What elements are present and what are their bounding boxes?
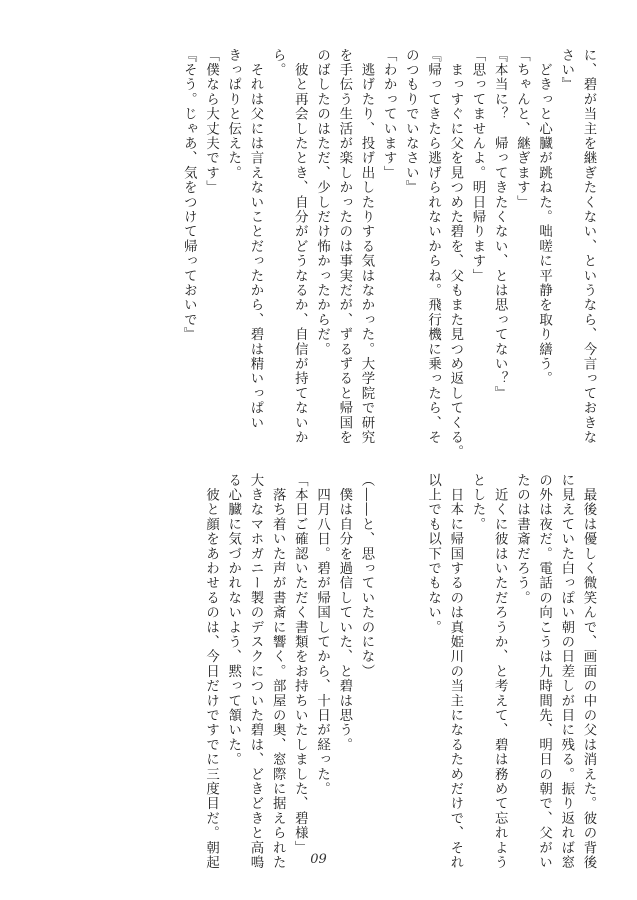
text-line: （――と、思っていたのにな） bbox=[358, 473, 374, 679]
text-line: それは父には言えないことだったから、碧は精いっぱい bbox=[247, 48, 263, 431]
text-line: に見えていた白っぽい朝の日差しが目に残る。振り返れば窓 bbox=[558, 473, 574, 870]
text-line: る心臓に気づかれないよう、黙って頷いた。 bbox=[225, 473, 241, 767]
text-line: ら。 bbox=[270, 48, 286, 78]
text-line: きっぱりと伝えた。 bbox=[225, 48, 241, 181]
text-line: の外は夜だ。電話の向こうは九時間先、明日の朝で、父がい bbox=[536, 473, 552, 870]
text-line: 『そう。じゃあ、気をつけて帰っておいで』 bbox=[181, 48, 197, 342]
text-line: 最後は優しく微笑んで、画面の中の父は消えた。彼の背後 bbox=[581, 473, 596, 870]
text-line: 「僕なら大丈夫です」 bbox=[203, 48, 219, 195]
text-line: まっすぐに父を見つめた碧を、父もまた見つめ返してくる。 bbox=[447, 48, 463, 460]
text-line: 以上でも以下でもない。 bbox=[425, 473, 441, 635]
text-line: に、碧が当主を継ぎたくない、というなら、今言っておきな bbox=[581, 48, 596, 445]
text-line: 彼と再会したとき、自分がどうなるか、自信が持てないか bbox=[292, 48, 308, 445]
text-line: 「ちゃんと、継ぎます」 bbox=[514, 48, 530, 210]
text-line: 僕は自分を過信していた、と碧は思う。 bbox=[336, 473, 352, 753]
text-line: 「わかっています」 bbox=[381, 48, 397, 181]
text-line: 近くに彼はいただろうか、と考えて、碧は務めて忘れよう bbox=[492, 473, 508, 870]
text-line: 日本に帰国するのは真姫川の当主になるためだけで、それ bbox=[447, 473, 463, 870]
text-line: のばしたのはただ、少しだけ怖かったからだ。 bbox=[314, 48, 330, 357]
text-line: 大きなマホガニー製のデスクについた碧は、どきどきと高鳴 bbox=[247, 473, 263, 870]
text-line: 『本当に？ 帰ってきたくない、とは思ってない？』 bbox=[492, 48, 508, 401]
text-line: のつもりでいなさい』 bbox=[403, 48, 419, 195]
page-number: 09 bbox=[310, 852, 327, 867]
upper-text-block bbox=[177, 48, 599, 460]
text-line: 逃げたり、投げ出したりする気はなかった。大学院で研究 bbox=[358, 48, 374, 445]
text-line: 落ち着いた声が書斎に響く。部屋の奥、窓際に据えられた bbox=[270, 473, 286, 870]
text-line: 彼と顔をあわせるのは、今日だけですでに三度目だ。朝起 bbox=[203, 473, 219, 870]
blank-line bbox=[377, 473, 399, 838]
text-line: 「思ってませんよ。明日帰ります」 bbox=[469, 48, 485, 284]
text-line: 「本日ご確認いただく書類をお持ちいたしました、碧様」 bbox=[292, 473, 308, 856]
text-line: さい』 bbox=[558, 48, 574, 93]
text-line: 『帰ってきたら逃げられないからね。飛行機に乗ったら、そ bbox=[425, 48, 441, 445]
text-line: たのは書斎だろう。 bbox=[514, 473, 530, 606]
text-line: どきっと心臓が跳ねた。咄嗟に平静を取り繕う。 bbox=[536, 48, 552, 387]
text-line: を手伝う生活が楽しかったのは事実だが、ずるずると帰国を bbox=[336, 48, 352, 445]
blank-line bbox=[399, 473, 421, 838]
text-line: 四月八日。碧が帰国してから、十日が経った。 bbox=[314, 473, 330, 797]
text-line: とした。 bbox=[469, 473, 485, 532]
